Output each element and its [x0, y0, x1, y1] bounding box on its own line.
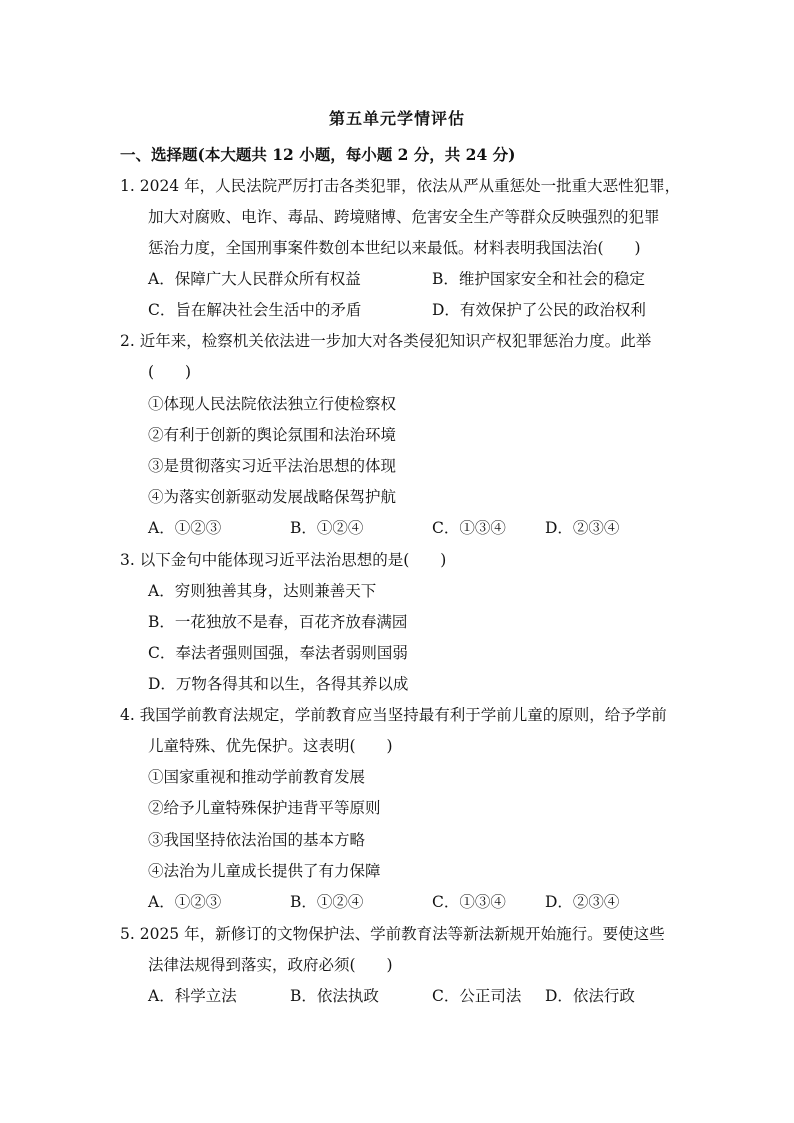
question-5-option-c: C．公正司法: [432, 987, 522, 1005]
question-4-stem-line-2: 儿童特殊、优先保护。这表明( ): [148, 737, 393, 755]
question-2-item-1: ①体现人民法院依法独立行使检察权: [148, 395, 397, 413]
question-1-option-b: B．维护国家安全和社会的稳定: [432, 270, 645, 288]
question-1-option-a: A．保障广大人民群众所有权益: [148, 270, 361, 288]
question-1-stem-line-3: 惩治力度，全国刑事案件数创本世纪以来最低。材料表明我国法治( ): [148, 239, 641, 257]
question-4-option-d: D．②③④: [545, 893, 620, 911]
question-2-stem-line-2: ( ): [148, 363, 192, 381]
question-3-option-c: C．奉法者强则国强，奉法者弱则国弱: [148, 644, 408, 662]
question-1-option-d: D．有效保护了公民的政治权利: [432, 301, 646, 319]
question-4-option-b: B．①②④: [290, 893, 364, 911]
question-5-option-b: B．依法执政: [290, 987, 379, 1005]
question-4-stem-line-1: 4. 我国学前教育法规定，学前教育应当坚持最有利于学前儿童的原则，给予学前: [120, 706, 667, 724]
question-4-item-4: ④法治为儿童成长提供了有力保障: [148, 862, 381, 880]
question-3-option-b: B．一花独放不是春，百花齐放春满园: [148, 613, 408, 631]
question-2-option-c: C．①③④: [432, 519, 506, 537]
question-1-option-c: C．旨在解决社会生活中的矛盾: [148, 301, 362, 319]
question-2-option-a: A．①②③: [148, 519, 222, 537]
question-2-stem-line-1: 2. 近年来，检察机关依法进一步加大对各类侵犯知识产权犯罪惩治力度。此举: [120, 332, 652, 350]
question-3-stem-line-1: 3. 以下金句中能体现习近平法治思想的是( ): [120, 551, 447, 569]
question-4-item-2: ②给予儿童特殊保护违背平等原则: [148, 799, 381, 817]
question-4-option-c: C．①③④: [432, 893, 506, 911]
question-4-item-1: ①国家重视和推动学前教育发展: [148, 768, 366, 786]
question-2-option-b: B．①②④: [290, 519, 364, 537]
question-3-option-d: D．万物各得其和以生，各得其养以成: [148, 675, 409, 693]
question-2-item-3: ③是贯彻落实习近平法治思想的体现: [148, 457, 397, 475]
question-4-option-a: A．①②③: [148, 893, 222, 911]
question-5-option-a: A．科学立法: [148, 987, 237, 1005]
question-3-option-a: A．穷则独善其身，达则兼善天下: [148, 582, 377, 600]
section-heading: 一、选择题(本大题共 12 小题，每小题 2 分，共 24 分): [120, 145, 516, 164]
question-5-stem-line-2: 法律法规得到落实，政府必须( ): [148, 956, 393, 974]
page-title: 第五单元学情评估: [328, 109, 465, 128]
question-2-item-4: ④为落实创新驱动发展战略保驾护航: [148, 488, 397, 506]
question-5-stem-line-1: 5. 2025 年，新修订的文物保护法、学前教育法等新法新规开始施行。要使这些: [120, 925, 665, 943]
question-1-stem-line-2: 加大对腐败、电诈、毒品、跨境赌博、危害安全生产等群众反映强烈的犯罪: [148, 208, 660, 226]
question-2-option-d: D．②③④: [545, 519, 620, 537]
question-5-option-d: D．依法行政: [545, 987, 635, 1005]
question-1-stem-line-1: 1. 2024 年，人民法院严厉打击各类犯罪，依法从严从重惩处一批重大恶性犯罪，: [120, 177, 681, 195]
question-4-item-3: ③我国坚持依法治国的基本方略: [148, 831, 366, 849]
question-2-item-2: ②有利于创新的舆论氛围和法治环境: [148, 426, 397, 444]
